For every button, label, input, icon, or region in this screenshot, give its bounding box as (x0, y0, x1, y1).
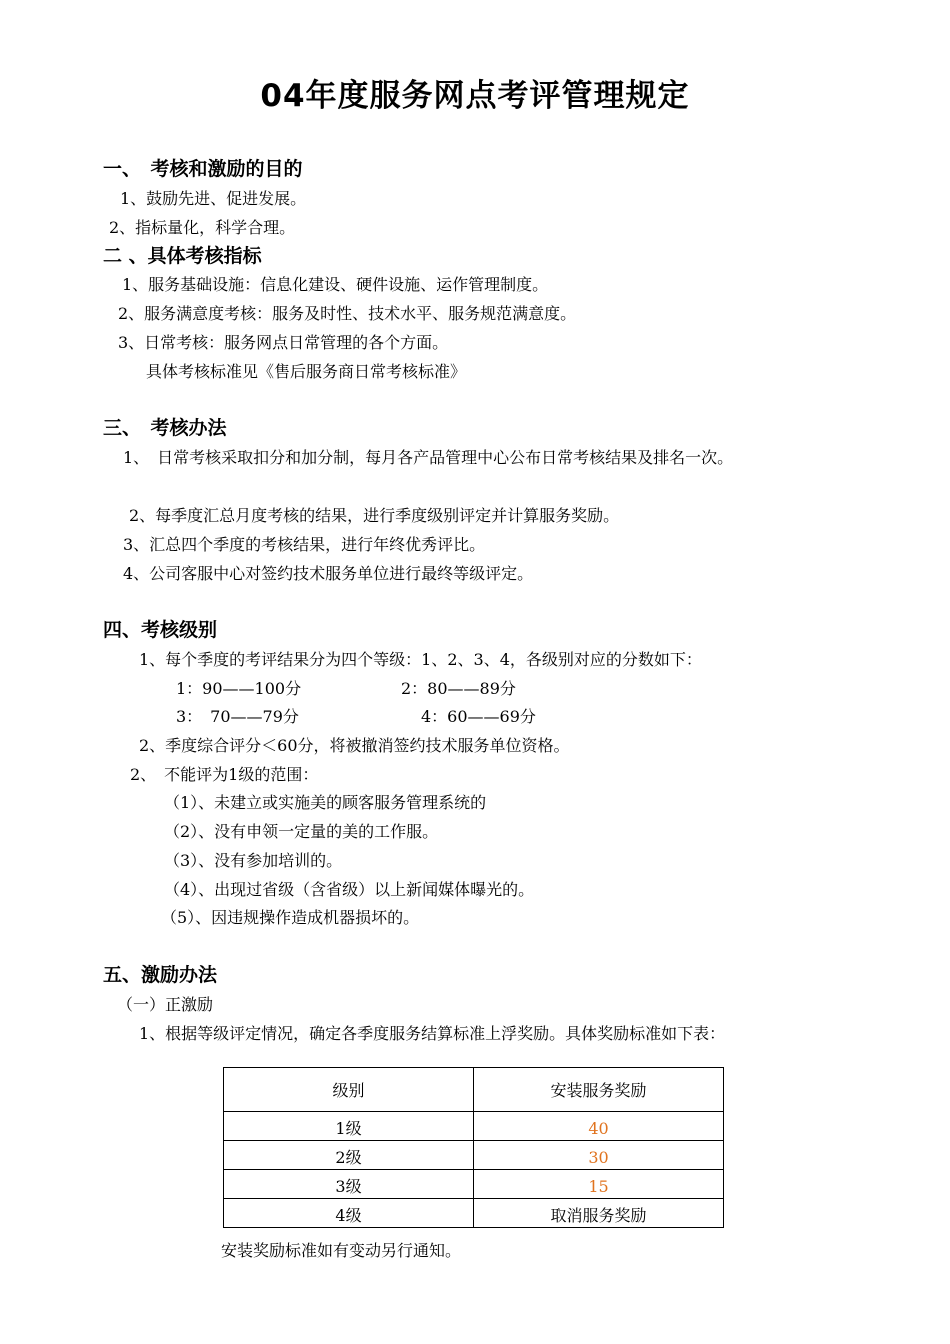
section-2-heading: 二 、具体考核指标 (103, 245, 262, 267)
section-5-subheading: （一）正激励 (117, 995, 214, 1014)
section-1-item-1: 1、鼓励先进、促进发展。 (120, 189, 307, 208)
table-cell-grade: 4级 (224, 1199, 474, 1228)
section-3-item-3: 3、汇总四个季度的考核结果，进行年终优秀评比。 (123, 535, 486, 554)
table-row (224, 1112, 724, 1141)
reward-table (223, 1067, 724, 1228)
section-5-note: 安装奖励标准如有变动另行通知。 (221, 1241, 462, 1260)
exclusion-item-4: （4）、出现过省级（含省级）以上新闻媒体曝光的。 (164, 880, 535, 899)
exclusion-item-2: （2）、没有申领一定量的美的工作服。 (164, 822, 439, 841)
table-row (224, 1199, 724, 1228)
table-header-row (224, 1068, 724, 1112)
section-4-intro: 1、每个季度的考评结果分为四个等级：1、2、3、4，各级别对应的分数如下： (139, 650, 702, 669)
document-title: 04年度服务网点考评管理规定 (260, 78, 690, 114)
grade-4-range: 4：60——69分 (421, 707, 536, 726)
table-row (224, 1141, 724, 1170)
section-1-item-2: 2、指标量化，科学合理。 (109, 218, 296, 237)
grade-3-range: 3： 70——79分 (176, 707, 299, 726)
section-2-item-2: 2、服务满意度考核：服务及时性、技术水平、服务规范满意度。 (118, 304, 577, 323)
section-5-item-1: 1、根据等级评定情况，确定各季度服务结算标准上浮奖励。具体奖励标准如下表： (139, 1024, 726, 1043)
table-row (224, 1170, 724, 1199)
section-2-item-3: 3、日常考核：服务网点日常管理的各个方面。 (118, 333, 449, 352)
table-cell-reward: 15 (474, 1170, 724, 1199)
section-5-heading: 五、激励办法 (103, 964, 218, 986)
section-2-note: 具体考核标准见《售后服务商日常考核标准》 (146, 362, 467, 381)
section-3-heading: 三、 考核办法 (103, 417, 227, 439)
section-4-item-3: 2、 不能评为1级的范围： (130, 765, 319, 784)
table-cell-reward: 取消服务奖励 (474, 1199, 724, 1228)
table-cell-reward: 40 (474, 1112, 724, 1141)
section-3-item-4: 4、公司客服中心对签约技术服务单位进行最终等级评定。 (123, 564, 534, 583)
table-cell-grade: 3级 (224, 1170, 474, 1199)
grade-2-range: 2：80——89分 (401, 679, 516, 698)
section-1-heading: 一、 考核和激励的目的 (103, 158, 303, 180)
section-2-item-1: 1、服务基础设施：信息化建设、硬件设施、运作管理制度。 (122, 275, 549, 294)
table-cell-grade: 2级 (224, 1141, 474, 1170)
table-header-reward: 安装服务奖励 (474, 1068, 724, 1112)
exclusion-item-3: （3）、没有参加培训的。 (164, 851, 343, 870)
section-3-item-2: 2、每季度汇总月度考核的结果，进行季度级别评定并计算服务奖励。 (129, 506, 620, 525)
section-4-item-2: 2、季度综合评分＜60分，将被撤消签约技术服务单位资格。 (139, 736, 570, 755)
table-header-grade: 级别 (224, 1068, 474, 1112)
table-cell-reward: 30 (474, 1141, 724, 1170)
exclusion-item-5: （5）、因违规操作造成机器损坏的。 (161, 908, 420, 927)
exclusion-item-1: （1）、未建立或实施美的顾客服务管理系统的 (164, 793, 487, 812)
section-3-item-1: 1、 日常考核采取扣分和加分制，每月各产品管理中心公布日常考核结果及排名一次。 (123, 448, 734, 467)
grade-1-range: 1：90——100分 (176, 679, 302, 698)
section-4-heading: 四、考核级别 (103, 619, 218, 641)
table-cell-grade: 1级 (224, 1112, 474, 1141)
